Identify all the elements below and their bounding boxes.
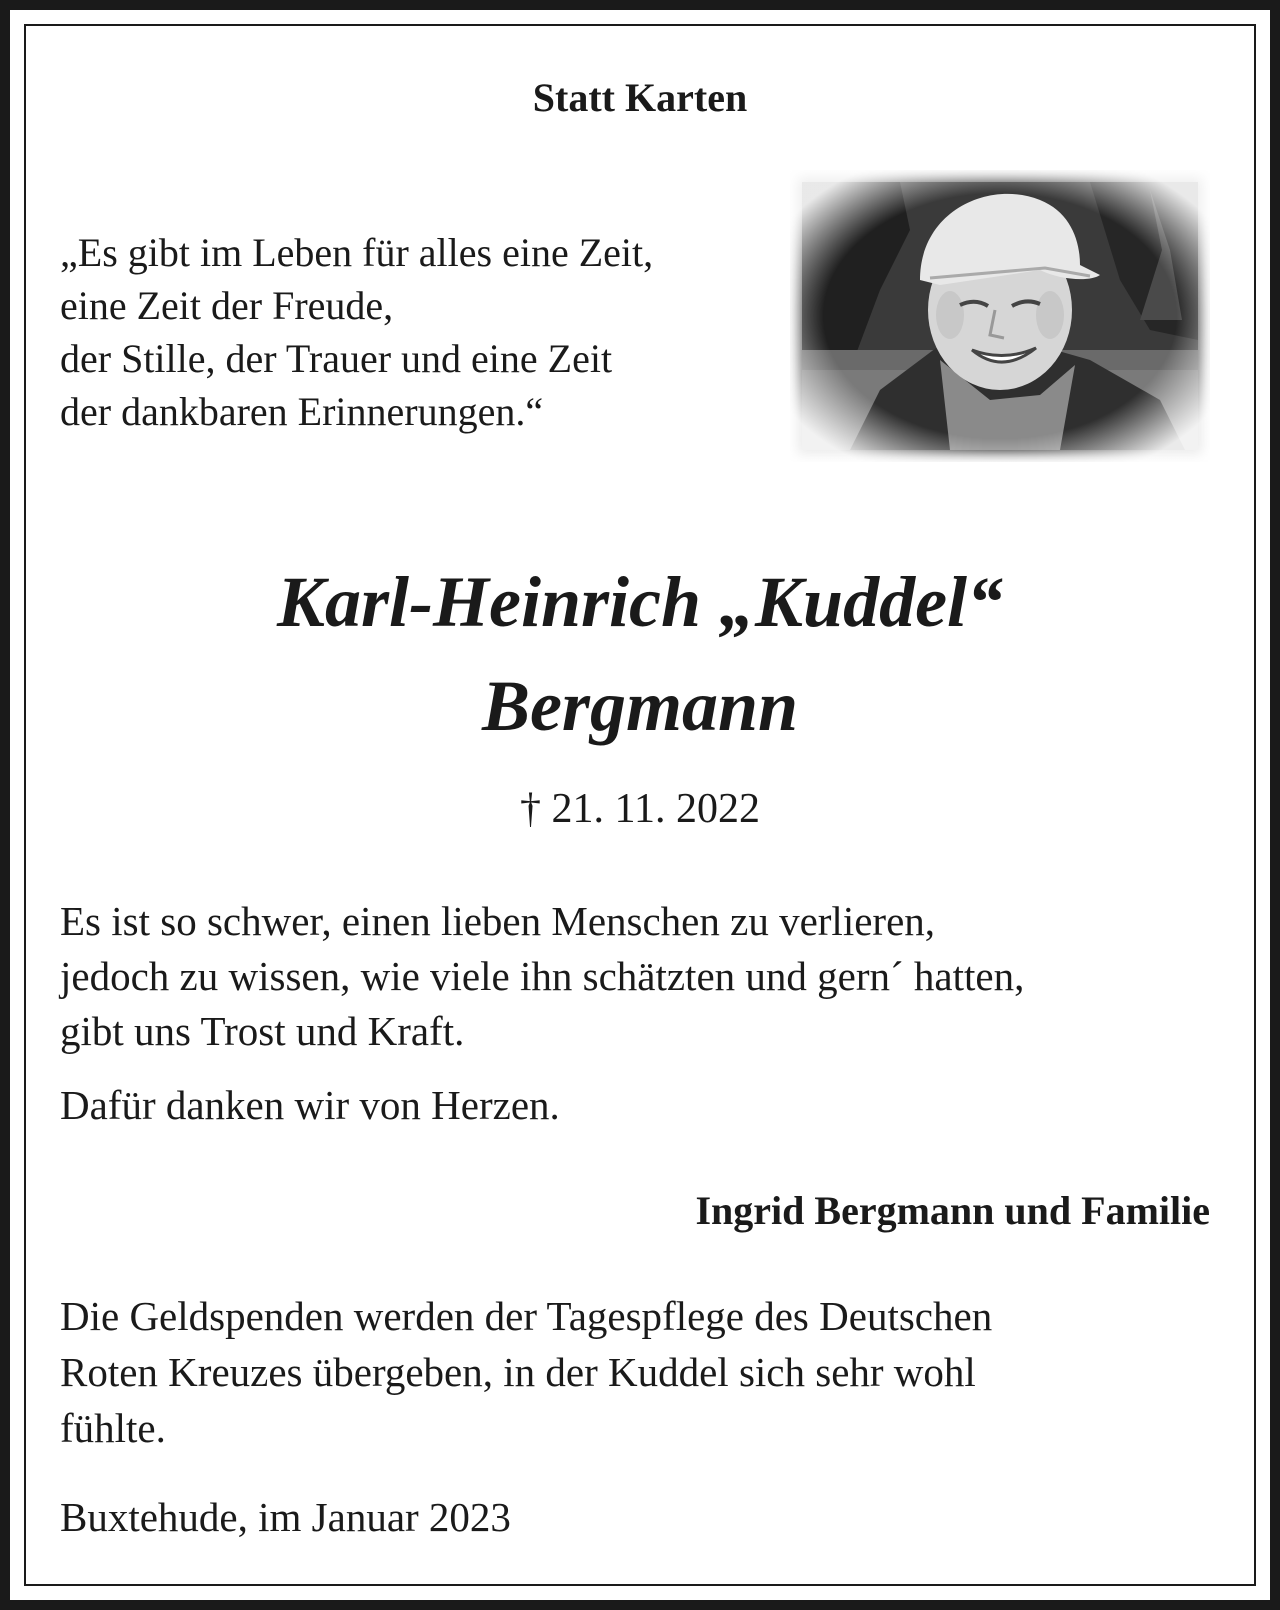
message-line: Es ist so schwer, einen lieben Menschen zu verlieren, [60,898,936,944]
death-date: † 21. 11. 2022 [520,786,760,832]
quote-line: eine Zeit der Freude, [60,283,394,328]
deceased-name [10,550,1270,758]
quote-block [60,226,780,438]
quote-line: „Es gibt im Leben für alles eine Zeit, [60,230,654,275]
notice-heading: Statt Karten [532,75,748,120]
portrait-photo [790,170,1210,462]
donation-line: fühlte. [60,1405,166,1451]
message-paragraph [60,894,1210,1059]
name-line-surname: Bergmann [481,666,799,746]
quote-line: der Stille, der Trauer und eine Zeit [60,336,613,381]
name-line-first: Karl-Heinrich „Kuddel“ [276,562,1004,642]
message-line: gibt uns Trost und Kraft. [60,1008,465,1054]
signer-name: Ingrid Bergmann und Familie [695,1188,1210,1233]
donation-paragraph [60,1288,1210,1456]
message-line: jedoch zu wissen, wie viele ihn schätzten und gern´ hatten, [60,953,1025,999]
donation-line: Roten Kreuzes übergeben, in der Kuddel sich sehr wohl [60,1349,976,1395]
thanks-line: Dafür danken wir von Herzen. [60,1082,560,1128]
donation-line: Die Geldspenden werden der Tagespflege des Deutschen [60,1293,993,1339]
quote-line: der dankbaren Erinnerungen.“ [60,389,544,434]
place-and-date: Buxtehude, im Januar 2023 [60,1494,511,1540]
